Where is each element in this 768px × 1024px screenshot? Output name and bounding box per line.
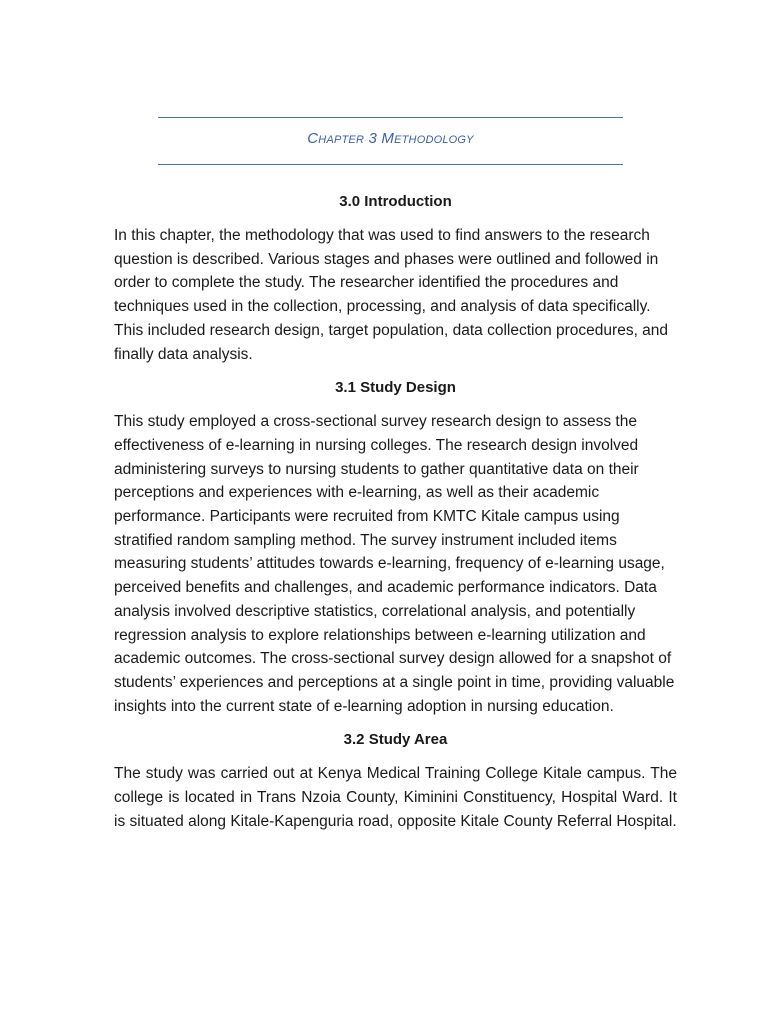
section-heading-introduction: 3.0 Introduction: [339, 193, 452, 210]
section-heading-study-design: 3.1 Study Design: [335, 379, 456, 397]
chapter-top-rule: [158, 117, 623, 118]
chapter-title-prefix: Chapter 3: [307, 130, 382, 147]
section-body-study-design: This study employed a cross-sectional survey research design to assess the effectiveness of e-learning in nursing colleges. The research design involved administering surveys to nursing students to gather quantitative data on their perceptions and experiences with e-learning, as well as their academic performance. Participants were recruited from KMTC Kitale campus using stratified random sampling method. The survey instrument included items measuring students’ attitudes towards e-learning, frequency of e-learning usage, perceived benefits and challenges, and academic performance indicators. Data analysis involved descriptive statistics, correlational analysis, and potentially regression analysis to explore relationships between e-learning utilization and academic outcomes. The cross-sectional survey design allowed for a snapshot of students’ experiences and perceptions at a single point in time, providing valuable insights into the current state of e-learning adoption in nursing education.: [114, 413, 675, 715]
section-body-introduction: In this chapter, the methodology that was used to find answers to the research question is described. Various stages and phases were outlined and followed in order to complete the study. The researcher identified the procedures and techniques used in the collection, processing, and analysis of data specifically. This included research design, target population, data collection procedures, and finally data analysis.: [114, 227, 669, 363]
document-body: [114, 190, 677, 833]
section-heading-study-area: 3.2 Study Area: [343, 731, 448, 749]
chapter-title: [158, 130, 623, 147]
chapter-title-main: Methodology: [381, 130, 474, 147]
section-body-study-area: The study was carried out at Kenya Medical Training College Kitale campus. The college is located in Trans Nzoia County, Kiminini Constituency, Hospital Ward. It is situated along Kitale-Kapenguria road, opposite Kitale County Referral Hospital.: [114, 765, 677, 830]
chapter-bottom-rule: [158, 164, 623, 165]
